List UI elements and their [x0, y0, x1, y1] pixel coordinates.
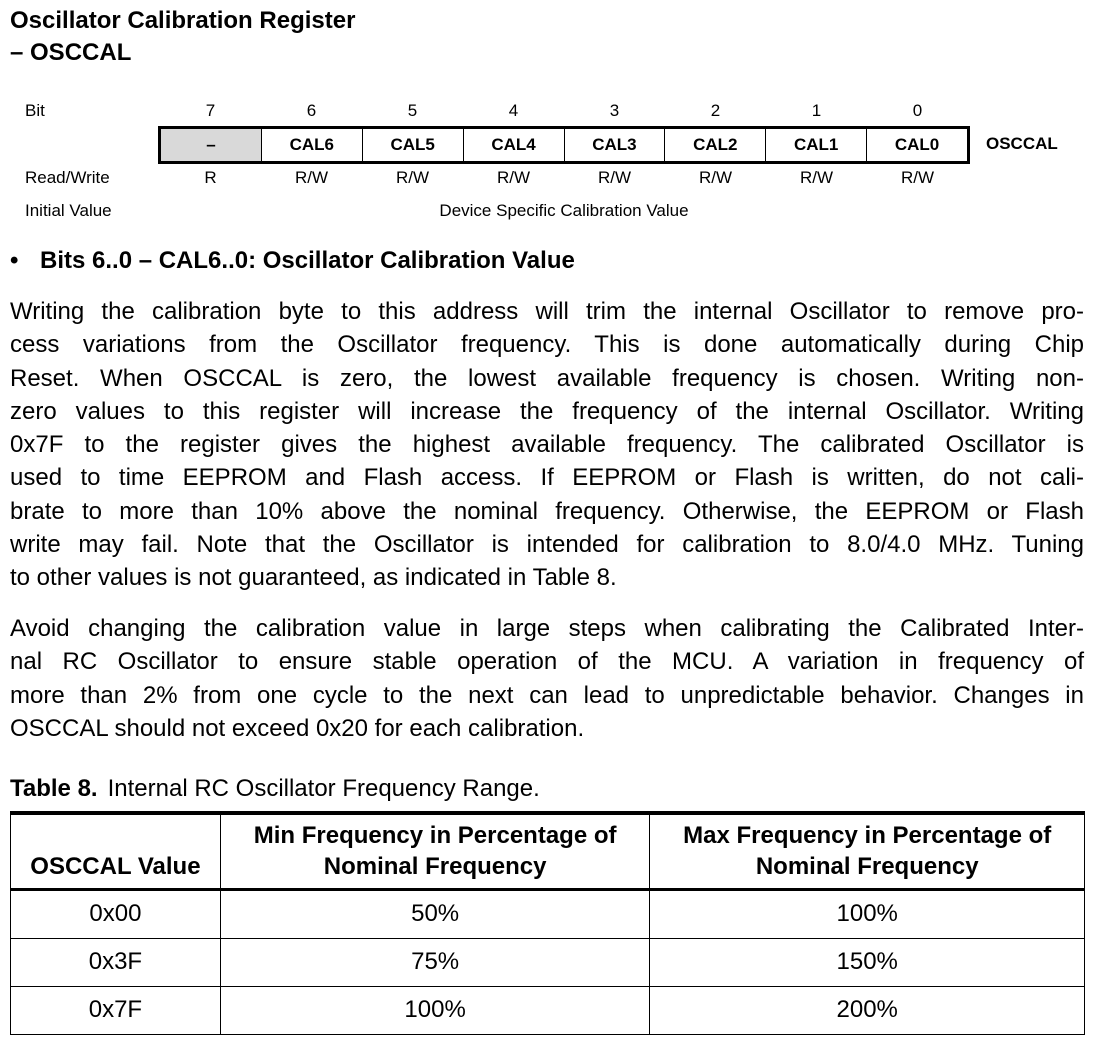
register-field-cal2: CAL2 [664, 129, 765, 161]
osccal-value-cell: 0x00 [11, 889, 221, 938]
table-caption-label: Table 8. [10, 775, 98, 802]
frequency-range-table [10, 811, 1085, 1035]
text-line: Writing the calibration byte to this address will trim the internal Oscillator to remove pro- [10, 298, 1084, 325]
bit-heading-text: Bits 6..0 – CAL6..0: Oscillator Calibration Value [40, 247, 575, 274]
header-line: OSCCAL Value [30, 852, 201, 880]
min-frequency-cell: 100% [220, 986, 650, 1034]
column-header-osccal-value [11, 813, 221, 889]
text-line: zero values to this register will increase the frequency of the internal Oscillator. Writing [10, 397, 1084, 425]
text-line: more than 2% from one cycle to the next can lead to unpredictable behavior. Changes in [10, 681, 1084, 709]
column-header-max-frequency [650, 813, 1085, 889]
paragraph-calibration [10, 295, 1084, 595]
max-frequency-cell: 150% [650, 938, 1085, 986]
initial-value: Device Specific Calibration Value [439, 201, 689, 220]
rw-value: R/W [698, 168, 733, 187]
min-frequency-cell: 50% [220, 889, 650, 938]
header-line: Max Frequency in Percentage of [683, 822, 1052, 850]
text-line: cess variations from the Oscillator frequency. This is done automatically during Chip [10, 331, 1084, 359]
paragraph-avoid-changes [10, 612, 1084, 745]
initial-value-row-label: Initial Value [25, 201, 112, 220]
bit-number: 6 [306, 101, 317, 120]
text-line: OSCCAL should not exceed 0x20 for each calibration. [10, 714, 585, 742]
osccal-value-cell: 0x7F [11, 986, 221, 1034]
bit-number: 2 [710, 101, 721, 120]
rw-value: R/W [294, 168, 329, 187]
text-line: 0x7F to the register gives the highest available frequency. The calibrated Oscillator is [10, 431, 1084, 459]
column-header-min-frequency [220, 813, 650, 889]
rw-value: R/W [395, 168, 430, 187]
max-frequency-cell: 200% [650, 986, 1085, 1034]
bit-number: 4 [508, 101, 519, 120]
register-field-cal3: CAL3 [564, 129, 665, 161]
max-frequency-cell: 100% [650, 889, 1085, 938]
table-caption-text: Internal RC Oscillator Frequency Range. [107, 775, 540, 802]
rw-row-label: Read/Write [25, 168, 110, 187]
bit-number: 7 [205, 101, 216, 120]
table-header-row [11, 813, 1085, 889]
title-line: – OSCCAL [10, 39, 132, 66]
bit-description-heading [10, 246, 575, 276]
header-line: Nominal Frequency [323, 853, 547, 881]
bullet-symbol: • [10, 247, 19, 274]
header-line: Min Frequency in Percentage of [253, 822, 617, 850]
table-caption [10, 773, 540, 805]
register-diagram [158, 126, 970, 164]
table-row [11, 986, 1085, 1034]
rw-value: R [204, 168, 217, 187]
register-field-cal6: CAL6 [261, 129, 362, 161]
register-field-cal0: CAL0 [866, 129, 967, 161]
register-field-cal5: CAL5 [362, 129, 463, 161]
text-line: to other values is not guaranteed, as indicated in Table 8. [10, 564, 617, 592]
rw-value: R/W [496, 168, 531, 187]
rw-value: R/W [799, 168, 834, 187]
text-line: used to time EEPROM and Flash access. If EEPROM or Flash is written, do not cali- [10, 464, 1084, 492]
bit-number: 5 [407, 101, 418, 120]
text-line: brate to more than 10% above the nominal frequency. Otherwise, the EEPROM or Flash [10, 497, 1084, 525]
min-frequency-cell: 75% [220, 938, 650, 986]
register-field-reserved: – [161, 129, 261, 161]
table-row [11, 938, 1085, 986]
bit-number: 1 [811, 101, 822, 120]
text-line: Reset. When OSCCAL is zero, the lowest available frequency is chosen. Writing non- [10, 364, 1084, 392]
bit-row-label: Bit [25, 101, 45, 120]
rw-value: R/W [597, 168, 632, 187]
text-line: write may fail. Note that the Oscillator is intended for calibration to 8.0/4.0 MHz. Tuning [10, 531, 1084, 559]
register-field-cal4: CAL4 [463, 129, 564, 161]
rw-value: R/W [900, 168, 935, 187]
table-row [11, 889, 1085, 938]
osccal-value-cell: 0x3F [11, 938, 221, 986]
register-name: OSCCAL [986, 134, 1058, 153]
text-line: nal RC Oscillator to ensure stable operation of the MCU. A variation in frequency of [10, 648, 1084, 676]
text-line: Avoid changing the calibration value in large steps when calibrating the Calibrated Inter- [10, 615, 1084, 642]
bit-number: 3 [609, 101, 620, 120]
header-line: Nominal Frequency [755, 853, 979, 881]
bit-number: 0 [912, 101, 923, 120]
register-field-cal1: CAL1 [765, 129, 866, 161]
section-title [10, 5, 355, 69]
title-line: Oscillator Calibration Register [10, 7, 356, 34]
